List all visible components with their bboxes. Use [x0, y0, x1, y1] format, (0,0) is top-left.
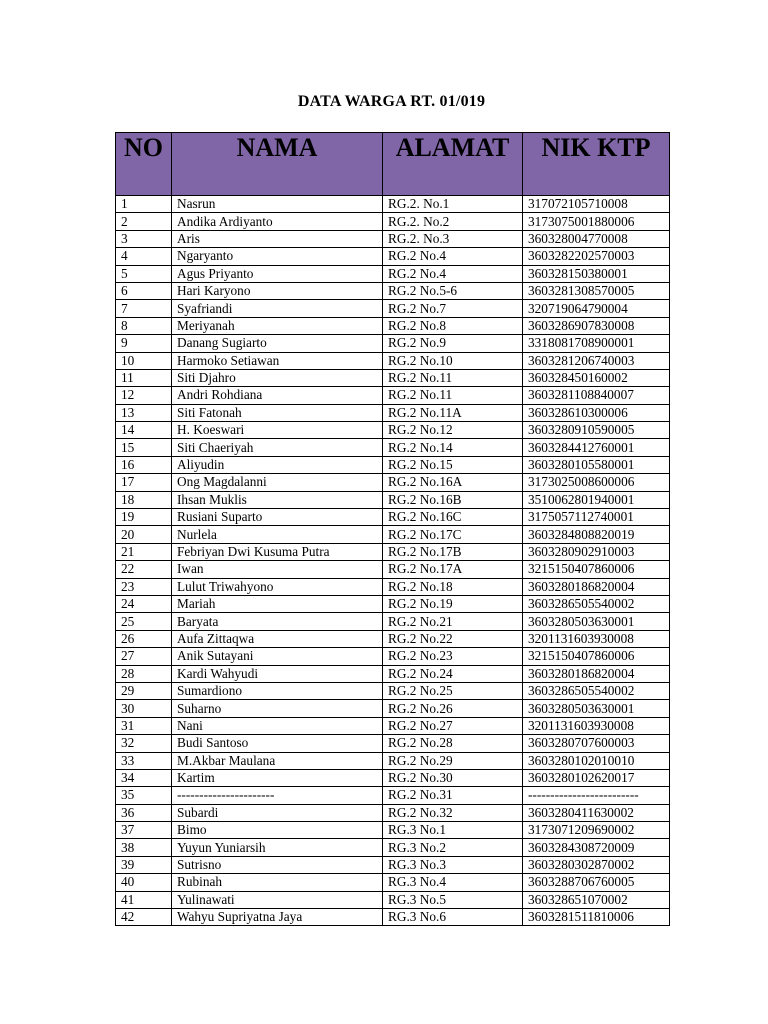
cell-alamat: RG.2 No.4 — [383, 248, 523, 265]
cell-no: 7 — [116, 300, 172, 317]
cell-alamat: RG.2 No.16A — [383, 474, 523, 491]
table-row — [116, 613, 670, 630]
table-row — [116, 648, 670, 665]
cell-alamat: RG.2. No.2 — [383, 213, 523, 230]
cell-nama: Andri Rohdiana — [172, 387, 383, 404]
table-row — [116, 300, 670, 317]
cell-nik: 3603286505540002 — [523, 682, 670, 699]
cell-no: 21 — [116, 543, 172, 560]
cell-nama: Ihsan Muklis — [172, 491, 383, 508]
cell-alamat: RG.2 No.18 — [383, 578, 523, 595]
cell-nama: Anik Sutayani — [172, 648, 383, 665]
header-nik: NIK KTP — [523, 133, 670, 196]
cell-alamat: RG.2 No.29 — [383, 752, 523, 769]
cell-nik: 3603280302870002 — [523, 856, 670, 873]
cell-nik: 3603280105580001 — [523, 456, 670, 473]
cell-alamat: RG.2 No.16B — [383, 491, 523, 508]
cell-nama: Nurlela — [172, 526, 383, 543]
cell-nama: Aufa Zittaqwa — [172, 630, 383, 647]
table-row — [116, 578, 670, 595]
cell-nik: 317072105710008 — [523, 196, 670, 213]
cell-no: 11 — [116, 369, 172, 386]
cell-nik: ------------------------- — [523, 787, 670, 804]
cell-alamat: RG.2 No.32 — [383, 804, 523, 821]
cell-alamat: RG.2. No.1 — [383, 196, 523, 213]
cell-nik: 3175057112740001 — [523, 509, 670, 526]
table-row — [116, 769, 670, 786]
cell-nama: Lulut Triwahyono — [172, 578, 383, 595]
cell-nik: 3603284412760001 — [523, 439, 670, 456]
table-row — [116, 352, 670, 369]
cell-nama: Wahyu Supriyatna Jaya — [172, 909, 383, 926]
cell-nama: Febriyan Dwi Kusuma Putra — [172, 543, 383, 560]
cell-no: 35 — [116, 787, 172, 804]
table-body — [116, 196, 670, 926]
cell-alamat: RG.2 No.19 — [383, 595, 523, 612]
table-row — [116, 317, 670, 334]
cell-nama: Yulinawati — [172, 891, 383, 908]
cell-alamat: RG.3 No.1 — [383, 822, 523, 839]
cell-no: 32 — [116, 735, 172, 752]
cell-alamat: RG.2 No.28 — [383, 735, 523, 752]
cell-nik: 3603280411630002 — [523, 804, 670, 821]
cell-no: 12 — [116, 387, 172, 404]
cell-nik: 3603281108840007 — [523, 387, 670, 404]
table-row — [116, 543, 670, 560]
table-row — [116, 369, 670, 386]
cell-nama: Meriyanah — [172, 317, 383, 334]
cell-nik: 3173075001880006 — [523, 213, 670, 230]
cell-no: 3 — [116, 230, 172, 247]
table-row — [116, 682, 670, 699]
cell-nik: 360328610300006 — [523, 404, 670, 421]
cell-no: 41 — [116, 891, 172, 908]
cell-alamat: RG.2 No.17C — [383, 526, 523, 543]
table-row — [116, 248, 670, 265]
header-no: NO — [116, 133, 172, 196]
cell-nik: 3215150407860006 — [523, 648, 670, 665]
cell-alamat: RG.2 No.11A — [383, 404, 523, 421]
cell-nik: 3603280902910003 — [523, 543, 670, 560]
cell-alamat: RG.2 No.4 — [383, 265, 523, 282]
cell-no: 10 — [116, 352, 172, 369]
cell-no: 34 — [116, 769, 172, 786]
cell-nik: 360328450160002 — [523, 369, 670, 386]
cell-nama: Harmoko Setiawan — [172, 352, 383, 369]
cell-alamat: RG.3 No.4 — [383, 874, 523, 891]
cell-nik: 3603280503630001 — [523, 613, 670, 630]
cell-nik: 3603280186820004 — [523, 578, 670, 595]
cell-nik: 3603280186820004 — [523, 665, 670, 682]
cell-alamat: RG.2 No.14 — [383, 439, 523, 456]
cell-alamat: RG.2 No.12 — [383, 422, 523, 439]
cell-alamat: RG.3 No.6 — [383, 909, 523, 926]
cell-no: 16 — [116, 456, 172, 473]
cell-nik: 3603280707600003 — [523, 735, 670, 752]
cell-nik: 3215150407860006 — [523, 561, 670, 578]
cell-nik: 3603281511810006 — [523, 909, 670, 926]
cell-nik: 3603288706760005 — [523, 874, 670, 891]
cell-nama: Nani — [172, 717, 383, 734]
cell-nama: Sumardiono — [172, 682, 383, 699]
table-row — [116, 856, 670, 873]
cell-nama: Syafriandi — [172, 300, 383, 317]
table-row — [116, 196, 670, 213]
table-row — [116, 230, 670, 247]
table-row — [116, 804, 670, 821]
table-header-row — [116, 133, 670, 196]
cell-nama: Suharno — [172, 700, 383, 717]
table-row — [116, 665, 670, 682]
cell-nama: M.Akbar Maulana — [172, 752, 383, 769]
cell-no: 28 — [116, 665, 172, 682]
cell-nik: 360328004770008 — [523, 230, 670, 247]
cell-alamat: RG.2 No.9 — [383, 335, 523, 352]
cell-no: 20 — [116, 526, 172, 543]
cell-nama: H. Koeswari — [172, 422, 383, 439]
cell-nama: Andika Ardiyanto — [172, 213, 383, 230]
cell-alamat: RG.2 No.7 — [383, 300, 523, 317]
cell-no: 40 — [116, 874, 172, 891]
cell-nik: 3173071209690002 — [523, 822, 670, 839]
cell-nama: Hari Karyono — [172, 282, 383, 299]
cell-no: 26 — [116, 630, 172, 647]
cell-nik: 3603281206740003 — [523, 352, 670, 369]
table-row — [116, 787, 670, 804]
cell-alamat: RG.3 No.2 — [383, 839, 523, 856]
cell-alamat: RG.2 No.31 — [383, 787, 523, 804]
cell-no: 27 — [116, 648, 172, 665]
cell-nama: Ong Magdalanni — [172, 474, 383, 491]
cell-alamat: RG.2 No.15 — [383, 456, 523, 473]
table-row — [116, 752, 670, 769]
table-row — [116, 335, 670, 352]
cell-alamat: RG.2. No.3 — [383, 230, 523, 247]
table-row — [116, 282, 670, 299]
resident-table — [115, 132, 670, 926]
table-row — [116, 265, 670, 282]
cell-nama: Agus Priyanto — [172, 265, 383, 282]
table-row — [116, 909, 670, 926]
cell-no: 15 — [116, 439, 172, 456]
cell-no: 14 — [116, 422, 172, 439]
cell-no: 19 — [116, 509, 172, 526]
cell-alamat: RG.2 No.25 — [383, 682, 523, 699]
cell-nama: ---------------------- — [172, 787, 383, 804]
table-row — [116, 595, 670, 612]
cell-alamat: RG.2 No.27 — [383, 717, 523, 734]
table-row — [116, 891, 670, 908]
cell-nik: 3201131603930008 — [523, 717, 670, 734]
cell-nik: 3201131603930008 — [523, 630, 670, 647]
cell-nama: Yuyun Yuniarsih — [172, 839, 383, 856]
cell-nik: 3603280503630001 — [523, 700, 670, 717]
table-row — [116, 561, 670, 578]
table-row — [116, 387, 670, 404]
cell-nama: Rusiani Suparto — [172, 509, 383, 526]
header-alamat: ALAMAT — [383, 133, 523, 196]
cell-nama: Budi Santoso — [172, 735, 383, 752]
cell-no: 1 — [116, 196, 172, 213]
table-row — [116, 700, 670, 717]
table-row — [116, 526, 670, 543]
cell-alamat: RG.2 No.24 — [383, 665, 523, 682]
table-row — [116, 630, 670, 647]
cell-nik: 3603280910590005 — [523, 422, 670, 439]
cell-alamat: RG.2 No.16C — [383, 509, 523, 526]
cell-alamat: RG.2 No.17A — [383, 561, 523, 578]
table-row — [116, 822, 670, 839]
cell-nama: Baryata — [172, 613, 383, 630]
cell-no: 13 — [116, 404, 172, 421]
cell-no: 6 — [116, 282, 172, 299]
table-row — [116, 735, 670, 752]
cell-nama: Kardi Wahyudi — [172, 665, 383, 682]
cell-alamat: RG.2 No.11 — [383, 387, 523, 404]
cell-no: 33 — [116, 752, 172, 769]
cell-nama: Aliyudin — [172, 456, 383, 473]
document-title: DATA WARGA RT. 01/019 — [297, 93, 486, 110]
cell-nama: Danang Sugiarto — [172, 335, 383, 352]
cell-no: 29 — [116, 682, 172, 699]
cell-nik: 3318081708900001 — [523, 335, 670, 352]
cell-no: 9 — [116, 335, 172, 352]
cell-nama: Ngaryanto — [172, 248, 383, 265]
cell-alamat: RG.3 No.3 — [383, 856, 523, 873]
cell-alamat: RG.2 No.5-6 — [383, 282, 523, 299]
cell-no: 8 — [116, 317, 172, 334]
cell-no: 42 — [116, 909, 172, 926]
cell-nik: 3603286907830008 — [523, 317, 670, 334]
cell-nik: 320719064790004 — [523, 300, 670, 317]
cell-nik: 3603281308570005 — [523, 282, 670, 299]
cell-nama: Nasrun — [172, 196, 383, 213]
cell-alamat: RG.2 No.10 — [383, 352, 523, 369]
cell-nik: 3603280102620017 — [523, 769, 670, 786]
cell-no: 23 — [116, 578, 172, 595]
cell-no: 17 — [116, 474, 172, 491]
cell-no: 4 — [116, 248, 172, 265]
cell-alamat: RG.2 No.21 — [383, 613, 523, 630]
cell-no: 36 — [116, 804, 172, 821]
cell-nama: Rubinah — [172, 874, 383, 891]
cell-no: 5 — [116, 265, 172, 282]
cell-no: 25 — [116, 613, 172, 630]
cell-nama: Kartim — [172, 769, 383, 786]
table-row — [116, 491, 670, 508]
cell-nik: 3173025008600006 — [523, 474, 670, 491]
cell-alamat: RG.2 No.23 — [383, 648, 523, 665]
cell-no: 31 — [116, 717, 172, 734]
cell-nama: Siti Fatonah — [172, 404, 383, 421]
cell-nama: Mariah — [172, 595, 383, 612]
cell-alamat: RG.3 No.5 — [383, 891, 523, 908]
cell-alamat: RG.2 No.17B — [383, 543, 523, 560]
cell-no: 30 — [116, 700, 172, 717]
cell-nik: 3603284808820019 — [523, 526, 670, 543]
cell-no: 22 — [116, 561, 172, 578]
cell-no: 37 — [116, 822, 172, 839]
header-nama: NAMA — [172, 133, 383, 196]
cell-nama: Siti Chaeriyah — [172, 439, 383, 456]
table-row — [116, 474, 670, 491]
cell-alamat: RG.2 No.8 — [383, 317, 523, 334]
cell-nik: 3603284308720009 — [523, 839, 670, 856]
cell-nama: Aris — [172, 230, 383, 247]
cell-nama: Iwan — [172, 561, 383, 578]
cell-nama: Sutrisno — [172, 856, 383, 873]
cell-no: 2 — [116, 213, 172, 230]
cell-nik: 3603280102010010 — [523, 752, 670, 769]
cell-alamat: RG.2 No.22 — [383, 630, 523, 647]
cell-nama: Subardi — [172, 804, 383, 821]
cell-nama: Bimo — [172, 822, 383, 839]
cell-alamat: RG.2 No.11 — [383, 369, 523, 386]
table-row — [116, 404, 670, 421]
cell-nik: 360328651070002 — [523, 891, 670, 908]
table-row — [116, 213, 670, 230]
table-row — [116, 874, 670, 891]
table-row — [116, 422, 670, 439]
table-row — [116, 839, 670, 856]
cell-nik: 360328150380001 — [523, 265, 670, 282]
cell-nik: 3603282202570003 — [523, 248, 670, 265]
cell-no: 24 — [116, 595, 172, 612]
table-row — [116, 456, 670, 473]
cell-nik: 3510062801940001 — [523, 491, 670, 508]
cell-no: 39 — [116, 856, 172, 873]
table-row — [116, 509, 670, 526]
cell-nama: Siti Djahro — [172, 369, 383, 386]
cell-alamat: RG.2 No.26 — [383, 700, 523, 717]
table-row — [116, 717, 670, 734]
cell-alamat: RG.2 No.30 — [383, 769, 523, 786]
cell-no: 38 — [116, 839, 172, 856]
table-row — [116, 439, 670, 456]
cell-nik: 3603286505540002 — [523, 595, 670, 612]
cell-no: 18 — [116, 491, 172, 508]
